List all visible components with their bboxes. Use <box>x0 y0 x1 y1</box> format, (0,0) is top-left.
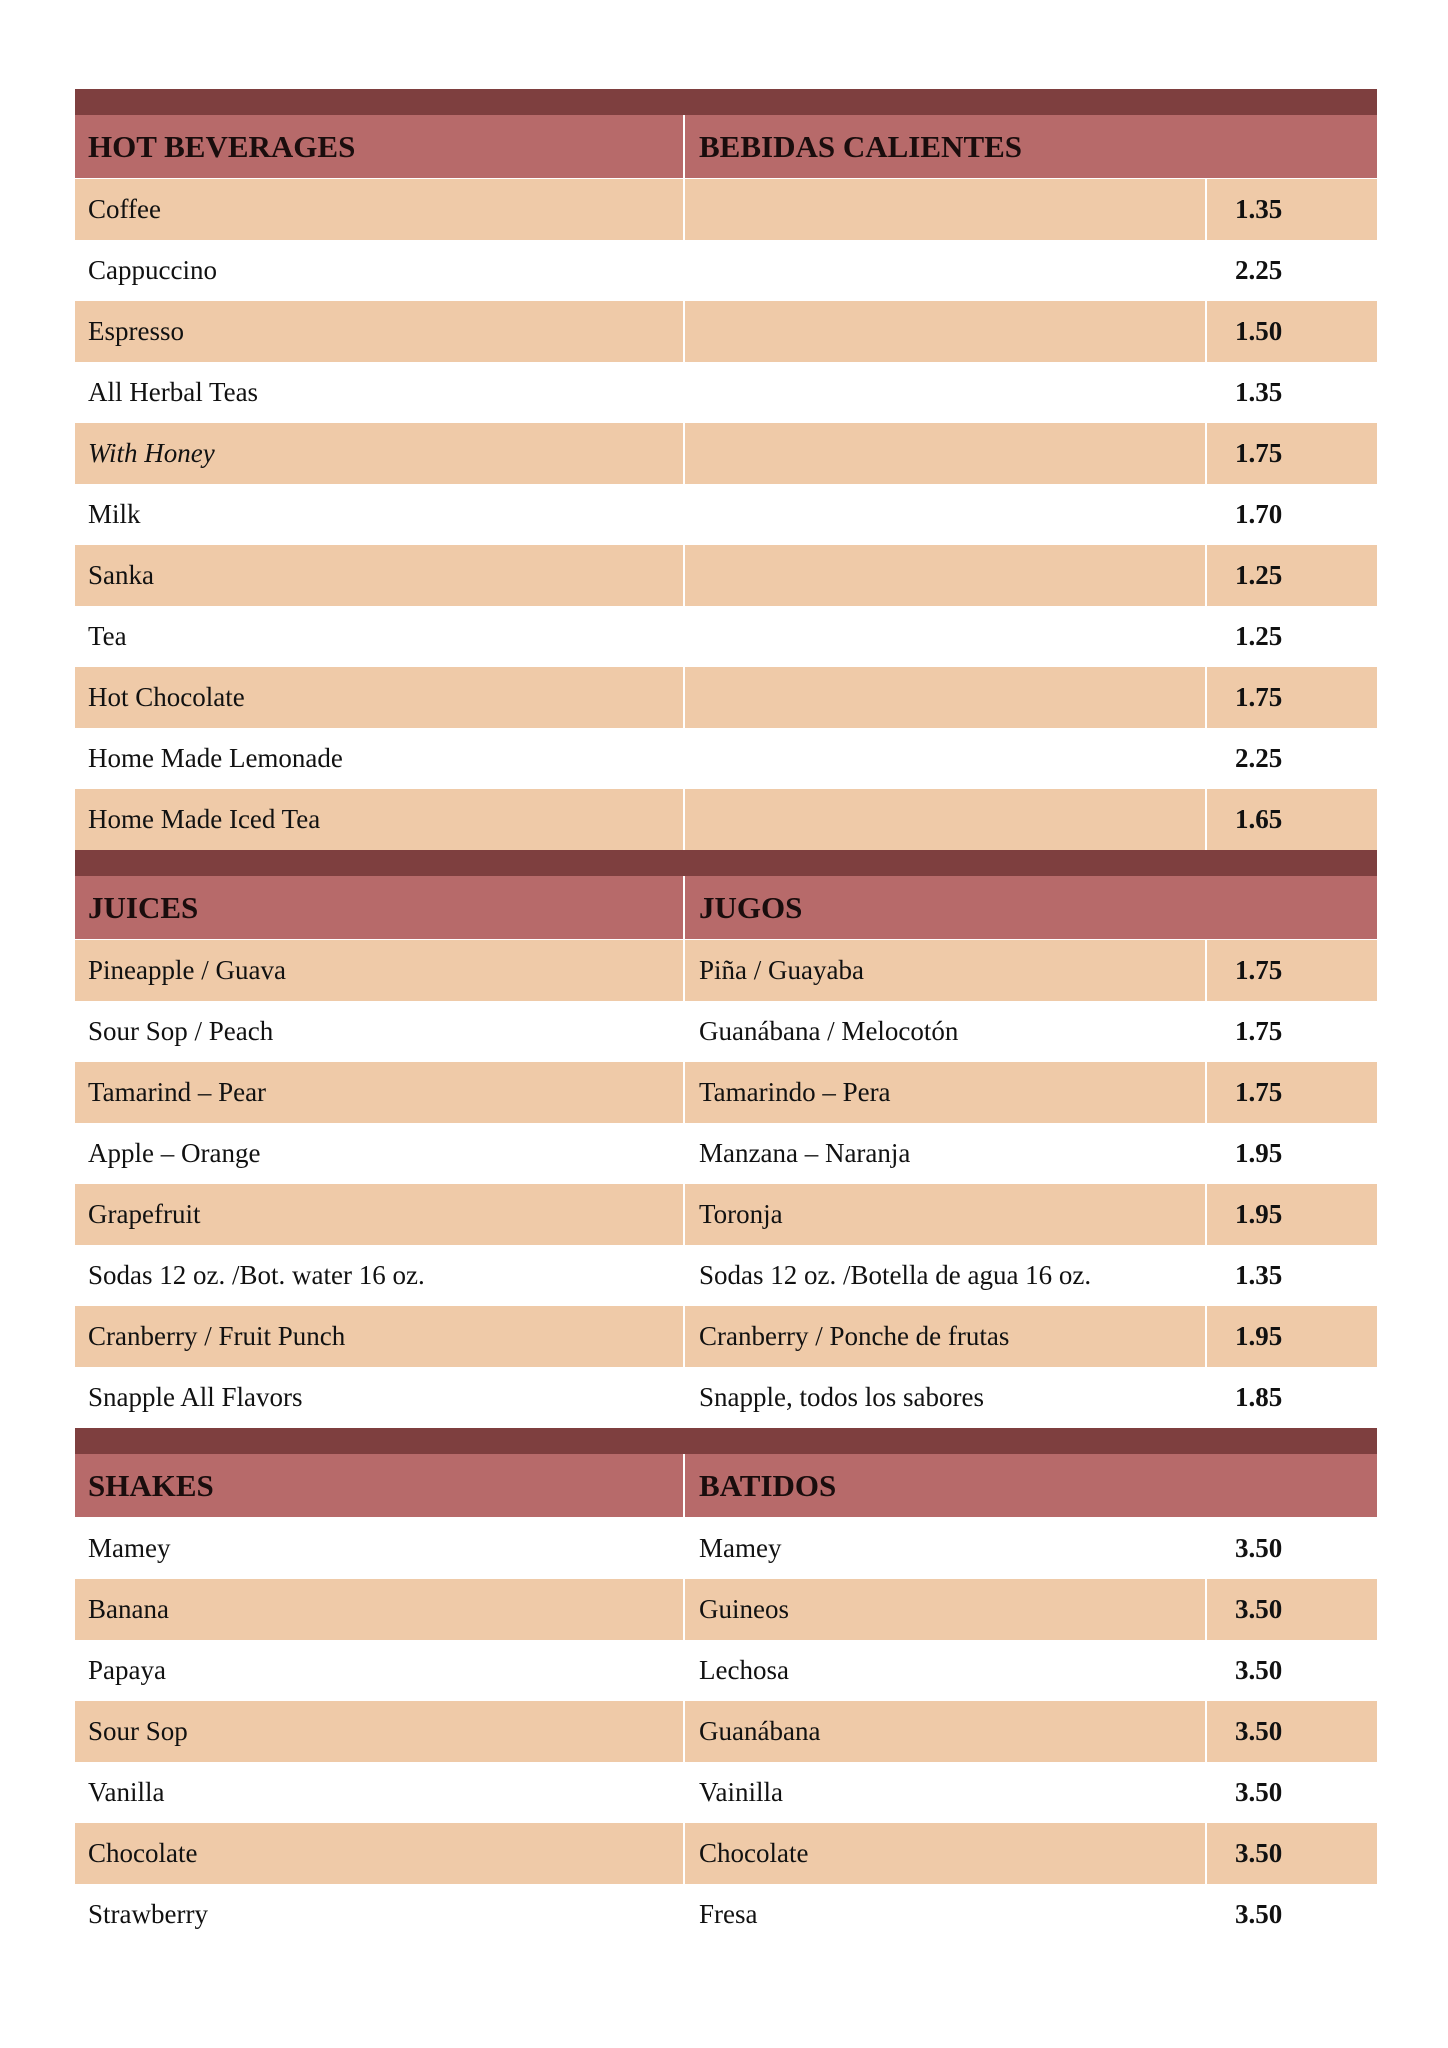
item-price: 3.50 <box>1235 1533 1283 1563</box>
item-name-spanish <box>685 667 1207 728</box>
item-name-english: All Herbal Teas <box>75 362 685 423</box>
item-price: 1.95 <box>1235 1321 1283 1351</box>
section-header-hot-beverages <box>75 115 1377 179</box>
item-name-english: Milk <box>75 484 685 545</box>
item-name-spanish <box>685 301 1207 362</box>
item-price: 1.75 <box>1235 1077 1283 1107</box>
item-name-spanish <box>685 240 1207 301</box>
item-price: 1.35 <box>1235 194 1283 224</box>
menu-item-row <box>75 423 1377 484</box>
menu-item-row <box>75 301 1377 362</box>
item-price: 1.75 <box>1235 955 1283 985</box>
item-price: 2.25 <box>1235 743 1283 773</box>
item-price: 1.95 <box>1235 1199 1283 1229</box>
item-price: 1.75 <box>1235 682 1283 712</box>
menu-item-row <box>75 1518 1377 1579</box>
item-name-english: Grapefruit <box>75 1184 685 1245</box>
menu-item-row <box>75 240 1377 301</box>
item-price: 1.75 <box>1235 438 1283 468</box>
item-name-english: Cappuccino <box>75 240 685 301</box>
section-title-english: JUICES <box>75 876 685 939</box>
item-name-english: Mamey <box>75 1518 685 1579</box>
item-price: 1.35 <box>1235 377 1283 407</box>
item-price: 3.50 <box>1235 1594 1283 1624</box>
section-title-spanish: BATIDOS <box>699 1467 837 1503</box>
menu-item-row <box>75 1123 1377 1184</box>
item-name-english: Espresso <box>75 301 685 362</box>
menu-item-row <box>75 1367 1377 1428</box>
section-title-spanish: BEBIDAS CALIENTES <box>699 128 1023 164</box>
item-name-spanish: Fresa <box>685 1884 1207 1945</box>
menu-item-row <box>75 179 1377 240</box>
item-name-spanish: Toronja <box>685 1184 1207 1245</box>
item-price: 1.50 <box>1235 316 1283 346</box>
item-price: 3.50 <box>1235 1716 1283 1746</box>
item-price: 3.50 <box>1235 1777 1283 1807</box>
item-name-spanish: Cranberry / Ponche de frutas <box>685 1306 1207 1367</box>
menu-item-row <box>75 1184 1377 1245</box>
item-price: 1.85 <box>1235 1382 1283 1412</box>
item-name-spanish <box>685 728 1207 789</box>
section-divider-bar <box>75 89 1377 115</box>
item-name-spanish: Guanábana / Melocotón <box>685 1001 1207 1062</box>
item-price: 1.65 <box>1235 804 1283 834</box>
menu-item-row <box>75 545 1377 606</box>
section-title-english: HOT BEVERAGES <box>75 115 685 178</box>
item-name-spanish: Sodas 12 oz. /Botella de agua 16 oz. <box>685 1245 1207 1306</box>
item-name-english: Vanilla <box>75 1762 685 1823</box>
item-name-english: Hot Chocolate <box>75 667 685 728</box>
menu-item-row <box>75 940 1377 1001</box>
item-name-spanish: Guanábana <box>685 1701 1207 1762</box>
menu-item-row <box>75 728 1377 789</box>
item-name-spanish <box>685 484 1207 545</box>
section-header-juices <box>75 876 1377 940</box>
item-name-english: Sour Sop <box>75 1701 685 1762</box>
section-divider-bar <box>75 1428 1377 1454</box>
item-price: 1.75 <box>1235 1016 1283 1046</box>
item-price: 3.50 <box>1235 1838 1283 1868</box>
item-name-english: Home Made Iced Tea <box>75 789 685 850</box>
item-name-spanish <box>685 545 1207 606</box>
menu-item-row <box>75 1245 1377 1306</box>
section-divider-bar <box>75 850 1377 876</box>
item-name-english: Tamarind – Pear <box>75 1062 685 1123</box>
section-title-spanish: JUGOS <box>699 889 803 925</box>
item-price: 3.50 <box>1235 1899 1283 1929</box>
menu-item-row <box>75 362 1377 423</box>
menu-item-row <box>75 1762 1377 1823</box>
item-name-english: Apple – Orange <box>75 1123 685 1184</box>
menu-item-row <box>75 1884 1377 1945</box>
item-name-english: Snapple All Flavors <box>75 1367 685 1428</box>
item-price: 2.25 <box>1235 255 1283 285</box>
item-name-english: With Honey <box>75 423 685 484</box>
item-name-spanish: Vainilla <box>685 1762 1207 1823</box>
item-price: 1.70 <box>1235 499 1283 529</box>
item-name-spanish: Lechosa <box>685 1640 1207 1701</box>
item-name-spanish <box>685 423 1207 484</box>
item-name-english: Papaya <box>75 1640 685 1701</box>
item-name-spanish <box>685 362 1207 423</box>
item-name-english: Chocolate <box>75 1823 685 1884</box>
item-name-spanish: Guineos <box>685 1579 1207 1640</box>
menu-item-row <box>75 1701 1377 1762</box>
item-name-spanish <box>685 179 1207 240</box>
item-name-english: Sour Sop / Peach <box>75 1001 685 1062</box>
item-name-english: Cranberry / Fruit Punch <box>75 1306 685 1367</box>
menu-item-row <box>75 1306 1377 1367</box>
item-name-english: Pineapple / Guava <box>75 940 685 1001</box>
menu-item-row <box>75 606 1377 667</box>
item-price: 1.35 <box>1235 1260 1283 1290</box>
item-name-english: Sodas 12 oz. /Bot. water 16 oz. <box>75 1245 685 1306</box>
item-name-spanish: Piña / Guayaba <box>685 940 1207 1001</box>
item-name-spanish: Manzana – Naranja <box>685 1123 1207 1184</box>
item-name-spanish: Mamey <box>685 1518 1207 1579</box>
menu-item-row <box>75 1001 1377 1062</box>
menu-item-row <box>75 667 1377 728</box>
item-name-english: Banana <box>75 1579 685 1640</box>
item-name-spanish <box>685 606 1207 667</box>
menu-item-row <box>75 1823 1377 1884</box>
item-name-english: Coffee <box>75 179 685 240</box>
item-price: 1.25 <box>1235 560 1283 590</box>
item-price: 3.50 <box>1235 1655 1283 1685</box>
item-name-english: Tea <box>75 606 685 667</box>
menu-item-row <box>75 1062 1377 1123</box>
menu-item-row <box>75 789 1377 850</box>
item-name-english: Strawberry <box>75 1884 685 1945</box>
item-name-spanish: Chocolate <box>685 1823 1207 1884</box>
menu-table <box>75 89 1377 1945</box>
item-price: 1.25 <box>1235 621 1283 651</box>
menu-item-row <box>75 1579 1377 1640</box>
item-name-english: Sanka <box>75 545 685 606</box>
menu-item-row <box>75 1640 1377 1701</box>
item-price: 1.95 <box>1235 1138 1283 1168</box>
section-title-english: SHAKES <box>75 1454 685 1517</box>
section-header-shakes <box>75 1454 1377 1518</box>
item-name-spanish: Snapple, todos los sabores <box>685 1367 1207 1428</box>
menu-item-row <box>75 484 1377 545</box>
item-name-english: Home Made Lemonade <box>75 728 685 789</box>
item-name-spanish: Tamarindo – Pera <box>685 1062 1207 1123</box>
item-name-spanish <box>685 789 1207 850</box>
